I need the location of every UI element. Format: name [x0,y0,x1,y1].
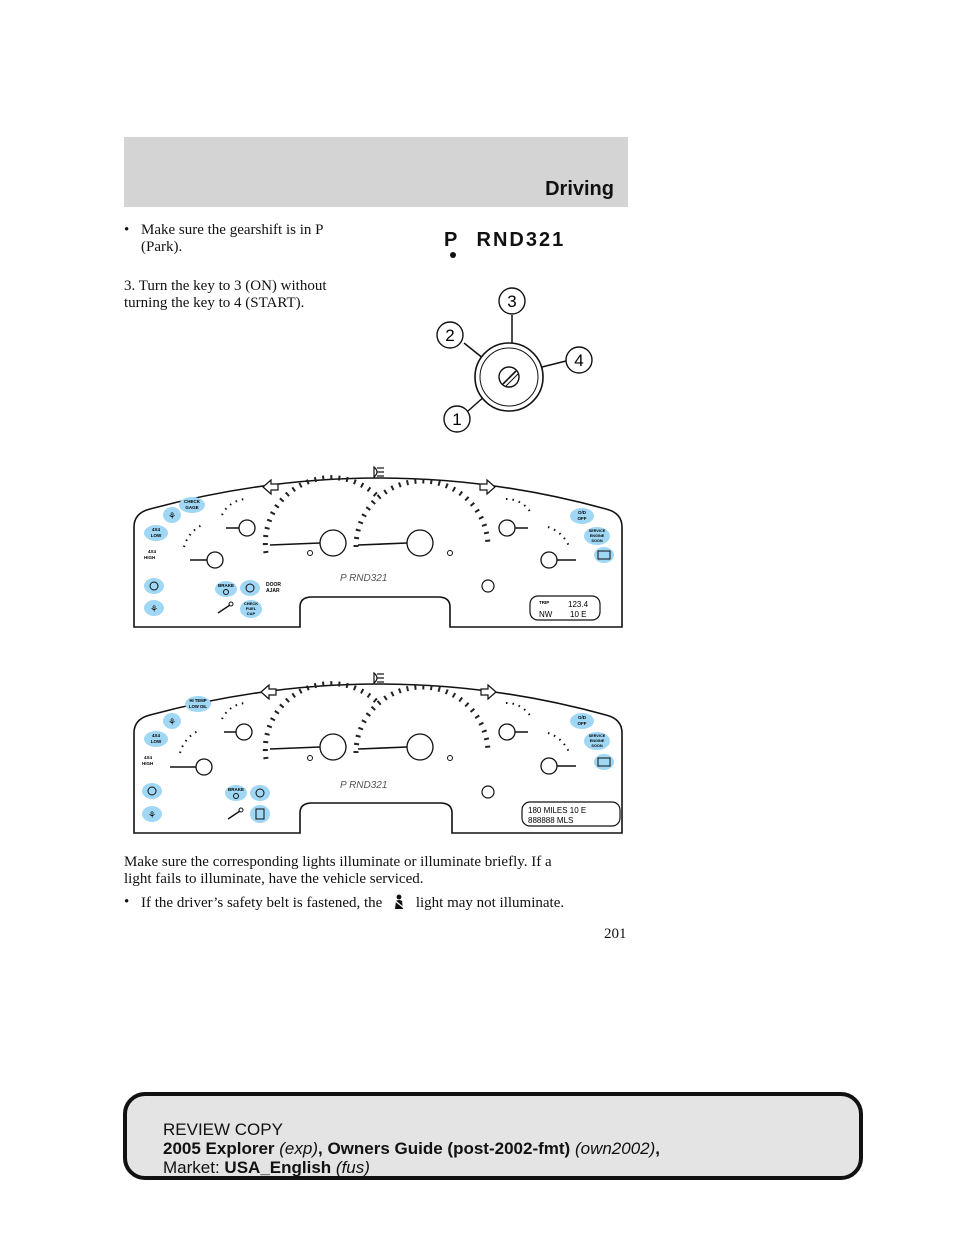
bullet-text-before: If the driver’s safety belt is fastened, the [141,895,383,911]
abs-indicator [144,578,164,594]
temp-gauge-hub [236,724,252,740]
instrument-cluster-a [130,455,626,633]
ignition-position-3 [499,288,525,314]
display-line2: 888888 MLS [528,816,574,825]
fuel-gauge-hub [207,552,223,568]
brake-indicator [215,581,237,597]
svg-text:O/D: O/D [577,510,587,515]
battery-indicator [594,754,614,770]
speedometer-hub [320,530,346,556]
ignition-switch-diagram [430,285,600,435]
volt-gauge-hub [499,724,515,740]
market-name: USA_English [224,1158,332,1177]
model-code: (exp) [279,1139,318,1158]
svg-text:⚘: ⚘ [167,511,177,521]
seatbelt-indicator [163,507,181,523]
four-by-four-low-indicator [144,731,168,747]
high-beam-icon [374,467,384,477]
airbag-indicator [142,806,162,822]
svg-text:SERVICE: SERVICE [588,734,606,738]
cluster-gear-readout: P RND321 [340,780,388,791]
high-beam-icon [374,673,384,683]
hi-temp-low-oil-indicator [185,696,211,712]
svg-text:4X4: 4X4 [151,527,161,532]
svg-text:⚘: ⚘ [147,810,157,820]
svg-text:LOW: LOW [150,739,162,744]
service-engine-soon-indicator [584,732,610,750]
gearshift-bullet [124,222,374,255]
bullet-text-line: Make sure the gearshift is in P [141,222,324,238]
display-line1: 180 MILES 10 E [528,806,587,815]
bullet-text-line: (Park). [141,238,183,255]
section-title: Driving [545,178,614,200]
fuel-gauge-hub [196,759,212,775]
trip-label: TRIP [539,600,550,605]
door-ajar-indicator [250,805,270,823]
check-gage-indicator [179,497,205,513]
svg-text:CHECK: CHECK [183,499,201,504]
temperature-value: 10 E [570,610,587,619]
svg-text:DOOR: DOOR [266,582,281,588]
four-by-four-high-label [142,755,153,766]
svg-text:HIGH: HIGH [142,761,154,766]
svg-text:LOW OIL: LOW OIL [189,704,207,709]
airbag-indicator [144,600,164,616]
closing-paragraph [124,854,624,887]
svg-text:SOON: SOON [591,539,603,543]
od-off-indicator [570,713,594,729]
bullet-text-after: light may not illuminate. [415,895,565,911]
svg-text:CAP: CAP [246,611,256,616]
guide-code: (own2002) [574,1139,656,1158]
ignition-position-2 [437,322,463,348]
gear-others: RND321 [476,229,566,251]
temp-gauge-hub [239,520,255,536]
speedometer-hub [320,734,346,760]
od-off-indicator [570,508,594,524]
trip-reset-knob [482,580,494,592]
message-center-display [522,802,620,826]
check-fuel-cap-indicator [240,600,262,618]
gear-indicator [444,229,565,252]
tachometer-hub [407,734,433,760]
compass-value: NW [539,610,553,619]
svg-text:CHECK: CHECK [243,601,259,606]
bullet-marker: • [124,894,130,910]
service-engine-soon-indicator [584,527,610,545]
tachometer-hub [407,530,433,556]
step3-line: turning the key to 4 (START). [124,294,305,311]
review-copy-footer [123,1092,863,1180]
seatbelt-bullet [124,894,634,912]
svg-text:ENGINE: ENGINE [589,534,605,538]
svg-text:OFF: OFF [577,721,587,726]
position-label: 2 [445,326,455,345]
seatbelt-indicator [163,713,181,729]
step3-text [124,278,384,311]
guide-name: Owners Guide (post-2002-fmt) [327,1139,571,1158]
tire-pressure-indicator [250,785,270,801]
svg-text:SOON: SOON [591,744,603,748]
message-center-display [530,596,600,620]
gear-selected: P [444,229,459,251]
seatbelt-icon [390,894,408,910]
paragraph-line: light fails to illuminate, have the vehicle serviced. [124,870,424,887]
four-by-four-low-indicator [144,525,168,541]
step3-line: 3. Turn the key to 3 (ON) without [124,278,327,294]
model-name: 2005 Explorer [163,1139,275,1158]
battery-indicator [594,547,614,563]
svg-text:GAGE: GAGE [185,505,199,510]
position-label: 1 [452,410,462,429]
cluster-gear-readout: P RND321 [340,573,388,584]
svg-text:4X4: 4X4 [148,549,157,554]
svg-text:BRAKE: BRAKE [217,583,235,588]
oil-gauge-hub [541,552,557,568]
market-label: Market: [163,1158,220,1177]
position-label: 3 [507,292,517,311]
paragraph-line: Make sure the corresponding lights illuminate or illuminate briefly. If a [124,854,552,870]
svg-text:LOW: LOW [150,533,162,538]
ignition-position-4 [566,347,592,373]
trip-value: 123.4 [568,600,589,609]
market-code: (fus) [335,1158,370,1177]
oil-gauge-hub [541,758,557,774]
position-label: 4 [574,351,584,370]
volt-gauge-hub [499,520,515,536]
svg-text:SERVICE: SERVICE [588,529,606,533]
ignition-position-1 [444,406,470,432]
svg-text:4X4: 4X4 [151,733,161,738]
svg-text:ENGINE: ENGINE [589,739,605,743]
instrument-cluster-b [130,661,626,839]
separator: , [655,1139,661,1158]
section-header-band [124,137,628,207]
svg-text:AJAR: AJAR [266,588,280,594]
svg-text:HIGH: HIGH [144,555,156,560]
separator: , [317,1139,323,1158]
svg-text:FUEL: FUEL [245,606,257,611]
trip-reset-knob [482,786,494,798]
svg-text:⚘: ⚘ [167,717,177,727]
gear-selected-dot [450,252,456,258]
bullet-marker: • [124,222,130,238]
review-copy-label: REVIEW COPY [163,1120,283,1139]
svg-text:O/D: O/D [577,715,587,720]
page-number: 201 [604,926,627,942]
abs-indicator [142,783,162,799]
brake-indicator [225,785,247,801]
svg-text:BRAKE: BRAKE [227,787,245,792]
tire-pressure-indicator [240,580,260,596]
svg-text:HI TEMP: HI TEMP [189,698,207,703]
svg-text:OFF: OFF [577,516,587,521]
door-ajar-label [266,582,281,594]
svg-text:4X4: 4X4 [144,755,153,760]
svg-text:⚘: ⚘ [149,604,159,614]
